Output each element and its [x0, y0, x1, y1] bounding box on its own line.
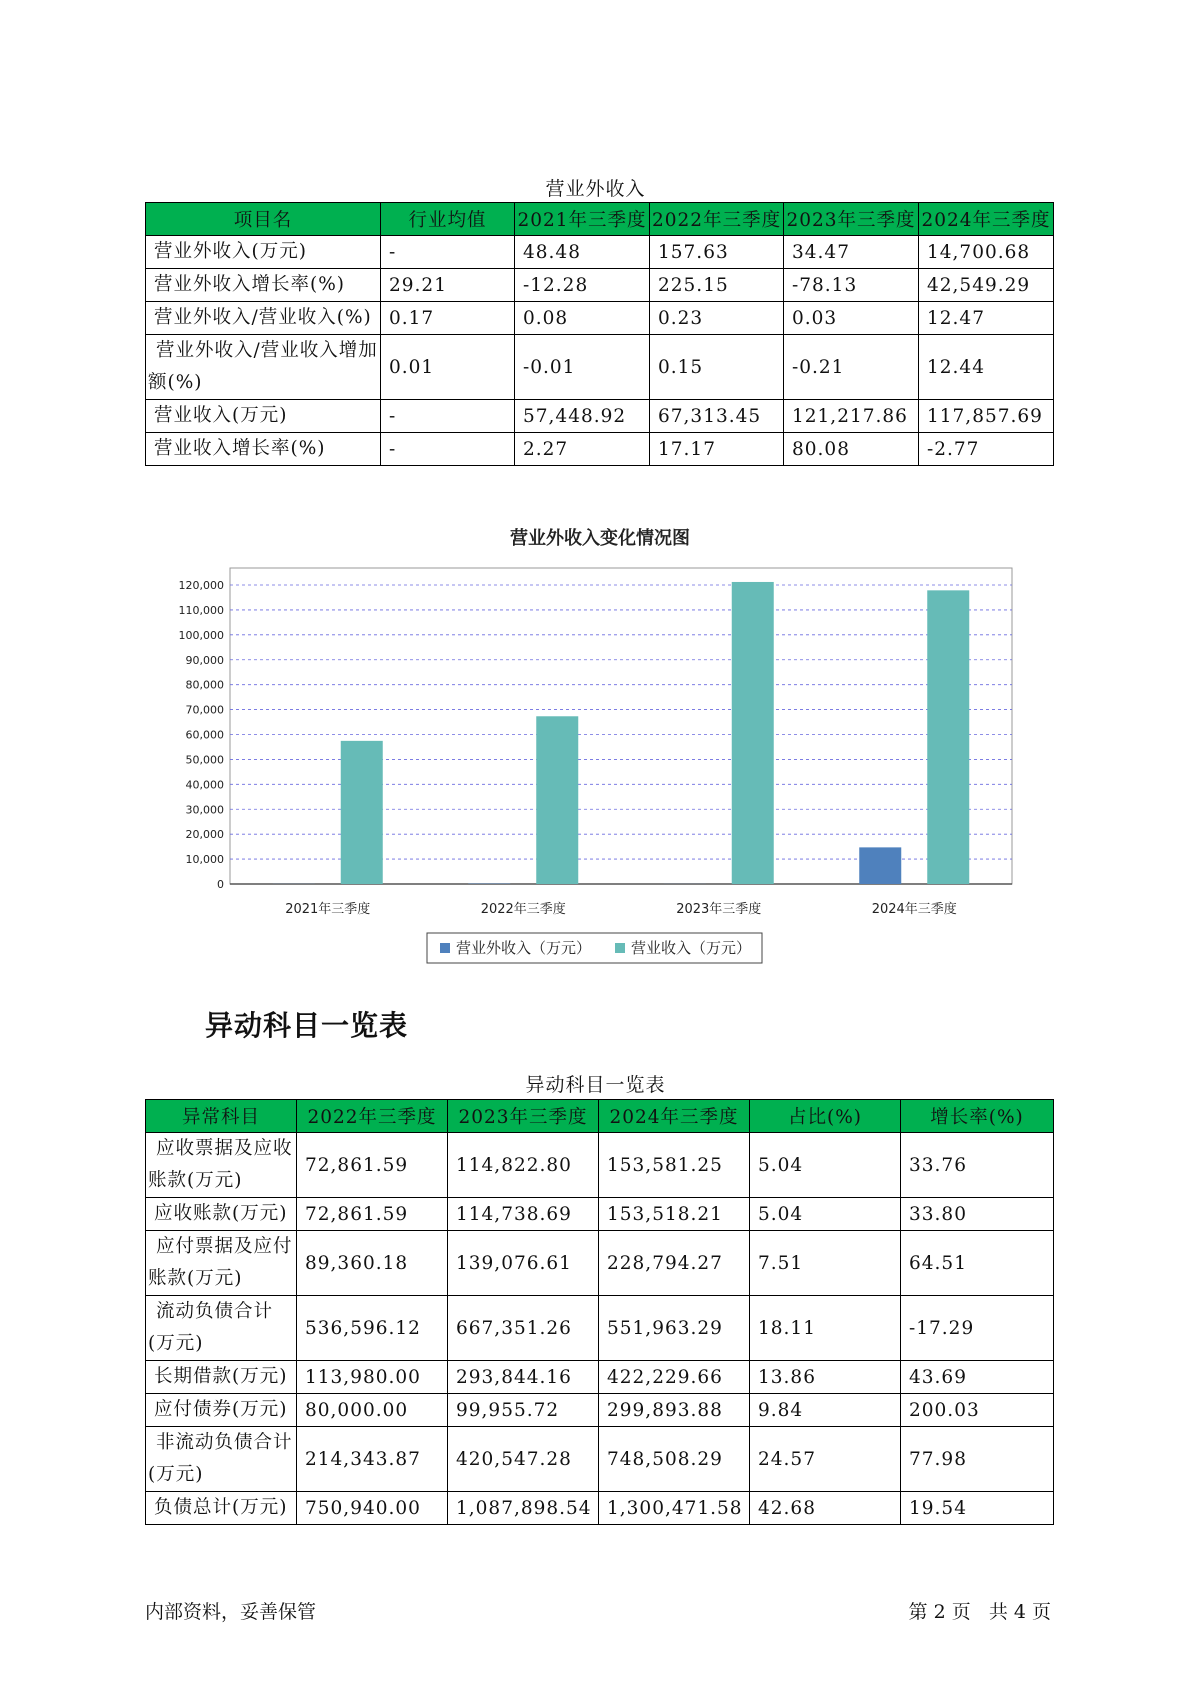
table-cell: 293,844.16 — [448, 1361, 599, 1394]
table-cell: 157.63 — [650, 236, 784, 269]
table-cell: 7.51 — [750, 1231, 901, 1296]
y-tick-label: 20,000 — [185, 828, 224, 842]
row-label: 营业外收入/营业收入增加额(%) — [146, 335, 381, 400]
table-cell: 0.08 — [515, 302, 650, 335]
column-header: 异常科目 — [146, 1100, 297, 1133]
chart-title: 营业外收入变化情况图 — [510, 528, 690, 549]
table-cell: 225.15 — [650, 269, 784, 302]
table-cell: 33.80 — [901, 1198, 1054, 1231]
table2-caption: 异动科目一览表 — [525, 1074, 666, 1096]
table-cell: -17.29 — [901, 1296, 1054, 1361]
column-header: 2024年三季度 — [599, 1100, 750, 1133]
column-header: 项目名 — [146, 203, 381, 236]
table-cell: 18.11 — [750, 1296, 901, 1361]
row-label: 长期借款(万元) — [146, 1361, 297, 1394]
row-label: 营业外收入增长率(%) — [146, 269, 381, 302]
table-cell: 5.04 — [750, 1133, 901, 1198]
table-cell: 214,343.87 — [297, 1427, 448, 1492]
row-label: 流动负债合计(万元) — [146, 1296, 297, 1361]
legend-swatch — [440, 943, 450, 953]
table-cell: 121,217.86 — [784, 400, 919, 433]
table-cell: 12.44 — [919, 335, 1054, 400]
row-label: 营业收入(万元) — [146, 400, 381, 433]
column-header: 2022年三季度 — [297, 1100, 448, 1133]
legend-swatch — [615, 943, 625, 953]
row-label: 营业外收入(万元) — [146, 236, 381, 269]
table-row — [146, 335, 1054, 400]
table-cell: 33.76 — [901, 1133, 1054, 1198]
column-header: 2024年三季度 — [919, 203, 1054, 236]
y-tick-label: 90,000 — [185, 653, 224, 667]
footer-left: 内部资料，妥善保管 — [145, 1601, 317, 1623]
legend-label: 营业收入（万元） — [631, 939, 752, 957]
table-cell: 114,738.69 — [448, 1198, 599, 1231]
table-cell: 57,448.92 — [515, 400, 650, 433]
x-tick-label: 2021年三季度 — [285, 902, 371, 917]
table-cell: 0.17 — [381, 302, 515, 335]
y-tick-label: 110,000 — [178, 603, 224, 617]
table-cell: 200.03 — [901, 1394, 1054, 1427]
table-cell: 19.54 — [901, 1492, 1054, 1525]
table-cell: 748,508.29 — [599, 1427, 750, 1492]
table-cell: 48.48 — [515, 236, 650, 269]
table-cell: 43.69 — [901, 1361, 1054, 1394]
table-row — [146, 1427, 1054, 1492]
table-row — [146, 1296, 1054, 1361]
table-cell: 17.17 — [650, 433, 784, 466]
table-cell: 24.57 — [750, 1427, 901, 1492]
table-cell: 99,955.72 — [448, 1394, 599, 1427]
table-cell: -12.28 — [515, 269, 650, 302]
row-label: 营业外收入/营业收入(%) — [146, 302, 381, 335]
table-cell: 9.84 — [750, 1394, 901, 1427]
table-cell: 113,980.00 — [297, 1361, 448, 1394]
column-header: 2023年三季度 — [784, 203, 919, 236]
table-row — [146, 1361, 1054, 1394]
table-cell: 228,794.27 — [599, 1231, 750, 1296]
table-row — [146, 433, 1054, 466]
y-tick-label: 100,000 — [178, 628, 224, 642]
column-header: 增长率(%) — [901, 1100, 1054, 1133]
bar-operating-revenue — [732, 582, 774, 884]
table-row — [146, 1231, 1054, 1296]
table-cell: - — [381, 236, 515, 269]
table-cell: 80.08 — [784, 433, 919, 466]
table-row — [146, 302, 1054, 335]
table-cell: - — [381, 400, 515, 433]
table-row — [146, 400, 1054, 433]
table-cell: 29.21 — [381, 269, 515, 302]
y-tick-label: 60,000 — [185, 728, 224, 742]
anomaly-table — [145, 1099, 1054, 1525]
column-header: 2022年三季度 — [650, 203, 784, 236]
table-cell: 299,893.88 — [599, 1394, 750, 1427]
table-cell: 80,000.00 — [297, 1394, 448, 1427]
y-tick-label: 50,000 — [185, 753, 224, 767]
table-cell: 139,076.61 — [448, 1231, 599, 1296]
table-cell: 750,940.00 — [297, 1492, 448, 1525]
table-row — [146, 1492, 1054, 1525]
bar-chart — [150, 520, 1030, 975]
section-heading: 异动科目一览表 — [205, 1009, 409, 1042]
table-row — [146, 1133, 1054, 1198]
column-header: 2021年三季度 — [515, 203, 650, 236]
table-cell: 64.51 — [901, 1231, 1054, 1296]
bar-operating-revenue — [927, 590, 969, 884]
footer-right: 第 2 页 共 4 页 — [908, 1601, 1051, 1623]
table-cell: 153,518.21 — [599, 1198, 750, 1231]
y-tick-label: 120,000 — [178, 579, 224, 592]
row-label: 应收账款(万元) — [146, 1198, 297, 1231]
row-label: 营业收入增长率(%) — [146, 433, 381, 466]
table-cell: 42,549.29 — [919, 269, 1054, 302]
y-tick-label: 70,000 — [185, 703, 224, 717]
table-cell: 72,861.59 — [297, 1198, 448, 1231]
table-cell: 89,360.18 — [297, 1231, 448, 1296]
x-tick-label: 2023年三季度 — [676, 902, 762, 917]
table-cell: 14,700.68 — [919, 236, 1054, 269]
legend-label: 营业外收入（万元） — [456, 939, 592, 957]
y-tick-label: 0 — [217, 878, 224, 891]
x-tick-label: 2024年三季度 — [871, 902, 957, 917]
column-header: 行业均值 — [381, 203, 515, 236]
table-cell: 0.01 — [381, 335, 515, 400]
y-tick-label: 30,000 — [185, 803, 224, 817]
table-cell: 422,229.66 — [599, 1361, 750, 1394]
row-label: 非流动负债合计(万元) — [146, 1427, 297, 1492]
y-tick-label: 80,000 — [185, 678, 224, 692]
bar-operating-revenue — [341, 741, 383, 884]
table-cell: 72,861.59 — [297, 1133, 448, 1198]
income-table — [145, 202, 1054, 466]
table-cell: 42.68 — [750, 1492, 901, 1525]
table-cell: -78.13 — [784, 269, 919, 302]
table-cell: 551,963.29 — [599, 1296, 750, 1361]
bar-operating-revenue — [536, 716, 578, 884]
row-label: 应收票据及应收账款(万元) — [146, 1133, 297, 1198]
table-cell: 13.86 — [750, 1361, 901, 1394]
table-row — [146, 1394, 1054, 1427]
table-cell: 2.27 — [515, 433, 650, 466]
table-cell: 420,547.28 — [448, 1427, 599, 1492]
table-cell: 5.04 — [750, 1198, 901, 1231]
x-tick-label: 2022年三季度 — [480, 902, 566, 917]
y-tick-label: 40,000 — [185, 778, 224, 792]
table-row — [146, 269, 1054, 302]
table-row — [146, 1198, 1054, 1231]
table-cell: 0.23 — [650, 302, 784, 335]
table-cell: 117,857.69 — [919, 400, 1054, 433]
table1-caption: 营业外收入 — [545, 178, 646, 200]
table-cell: 77.98 — [901, 1427, 1054, 1492]
table-cell: 0.15 — [650, 335, 784, 400]
table-cell: -0.21 — [784, 335, 919, 400]
table-cell: 34.47 — [784, 236, 919, 269]
table-cell: 667,351.26 — [448, 1296, 599, 1361]
row-label: 应付债券(万元) — [146, 1394, 297, 1427]
table-cell: - — [381, 433, 515, 466]
table-cell: 536,596.12 — [297, 1296, 448, 1361]
y-tick-label: 10,000 — [185, 853, 224, 867]
row-label: 负债总计(万元) — [146, 1492, 297, 1525]
table-cell: -0.01 — [515, 335, 650, 400]
column-header: 占比(%) — [750, 1100, 901, 1133]
table-cell: 1,087,898.54 — [448, 1492, 599, 1525]
table-cell: 0.03 — [784, 302, 919, 335]
bar-nonoperating-income — [859, 847, 901, 884]
row-label: 应付票据及应付账款(万元) — [146, 1231, 297, 1296]
table-cell: 114,822.80 — [448, 1133, 599, 1198]
column-header: 2023年三季度 — [448, 1100, 599, 1133]
table-cell: 67,313.45 — [650, 400, 784, 433]
table-cell: 153,581.25 — [599, 1133, 750, 1198]
table-cell: 12.47 — [919, 302, 1054, 335]
table-row — [146, 236, 1054, 269]
table-cell: 1,300,471.58 — [599, 1492, 750, 1525]
table-cell: -2.77 — [919, 433, 1054, 466]
